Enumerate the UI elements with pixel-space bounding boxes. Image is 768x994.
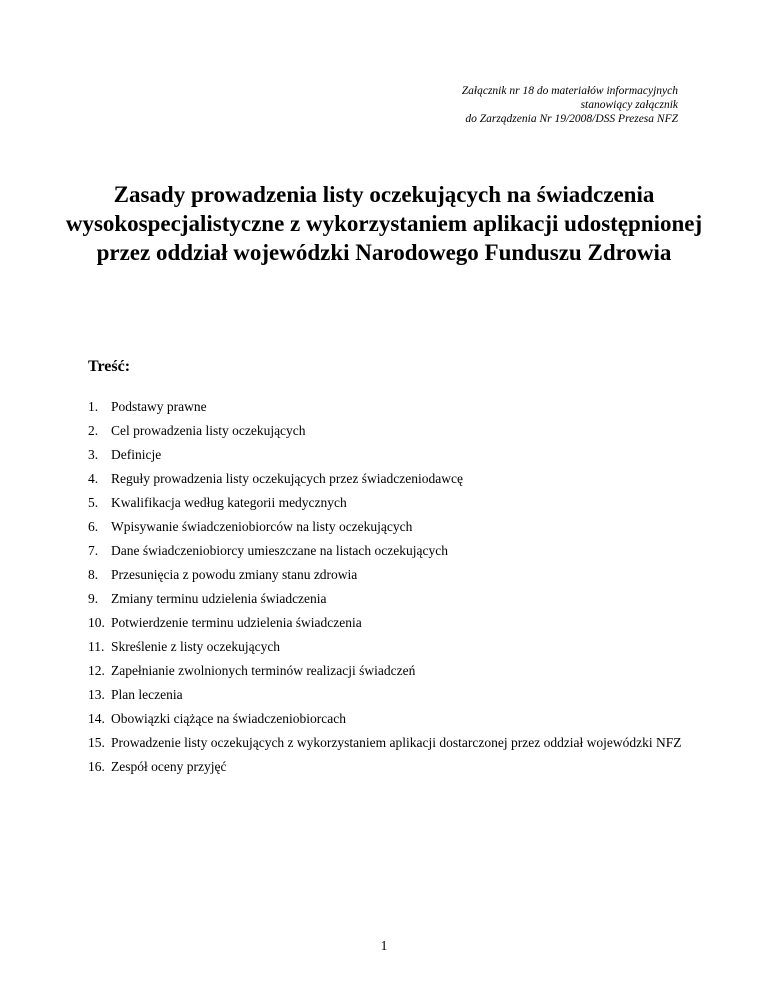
toc-item [88,639,688,655]
toc-item [88,663,688,679]
toc-item-text: Zapełnianie zwolnionych terminów realizacji świadczeń [111,663,416,678]
attachment-note-line-2: stanowiący załącznik [580,99,678,111]
toc-item-text: Dane świadczeniobiorcy umieszczane na listach oczekujących [111,543,448,558]
toc-item-number: 6. [88,519,99,534]
toc-item-text: Wpisywanie świadczeniobiorców na listy oczekujących [111,519,413,534]
toc-item [88,687,688,703]
attachment-note [298,84,678,126]
toc-item-number: 8. [88,567,99,582]
toc-item-number: 5. [88,495,99,510]
toc-item [88,711,688,727]
toc-item [88,423,688,439]
toc-item-number: 1. [88,399,99,414]
document-title: Zasady prowadzenia listy oczekujących na świadczenia wysokospecjalistyczne z wykorzystaniem aplikacji udostępnionej przez oddział wojewódzki Narodowego Funduszu Zdrowia [65,182,703,265]
toc-item-number: 7. [88,543,99,558]
toc-item-number: 10. [88,615,105,630]
toc-item-text: Reguły prowadzenia listy oczekujących przez świadczeniodawcę [111,471,463,486]
toc-item [88,399,688,415]
toc-heading: Treść: [88,358,131,375]
toc-item-text: Przesunięcia z powodu zmiany stanu zdrowia [111,567,358,582]
toc-item-number: 16. [88,759,105,774]
toc-item [88,735,688,751]
toc-item-text: Kwalifikacja według kategorii medycznych [111,495,347,510]
toc-item [88,519,688,535]
toc-item [88,471,688,487]
toc-item [88,543,688,559]
toc-item-text: Podstawy prawne [111,399,207,414]
toc-item-text: Definicje [111,447,162,462]
toc-item-number: 13. [88,687,105,702]
toc-item [88,447,688,463]
toc-item [88,591,688,607]
toc-item-text: Skreślenie z listy oczekujących [111,639,281,654]
toc-item-number: 14. [88,711,105,726]
toc-item-text: Plan leczenia [111,687,183,702]
toc-item-text: Cel prowadzenia listy oczekujących [111,423,306,438]
toc-item-number: 3. [88,447,99,462]
attachment-note-line-3: do Zarządzenia Nr 19/2008/DSS Prezesa NFZ [465,113,678,125]
page-number: 1 [380,938,388,953]
toc-item [88,495,688,511]
toc-item-text: Zespół oceny przyjęć [111,759,227,774]
toc-item-number: 4. [88,471,99,486]
table-of-contents [88,399,688,783]
toc-item [88,567,688,583]
toc-item-number: 2. [88,423,99,438]
attachment-note-line-1: Załącznik nr 18 do materiałów informacyjnych [461,85,678,97]
toc-item-number: 9. [88,591,99,606]
toc-item-text: Obowiązki ciążące na świadczeniobiorcach [111,711,346,726]
toc-item-number: 12. [88,663,105,678]
toc-item-number: 11. [88,639,105,654]
toc-item-text: Zmiany terminu udzielenia świadczenia [111,591,327,606]
toc-item-number: 15. [88,735,105,750]
toc-item [88,759,688,775]
toc-item [88,615,688,631]
toc-item-text: Potwierdzenie terminu udzielenia świadczenia [111,615,362,630]
toc-item-text: Prowadzenie listy oczekujących z wykorzystaniem aplikacji dostarczonej przez oddział wojewódzki NFZ [111,735,682,750]
